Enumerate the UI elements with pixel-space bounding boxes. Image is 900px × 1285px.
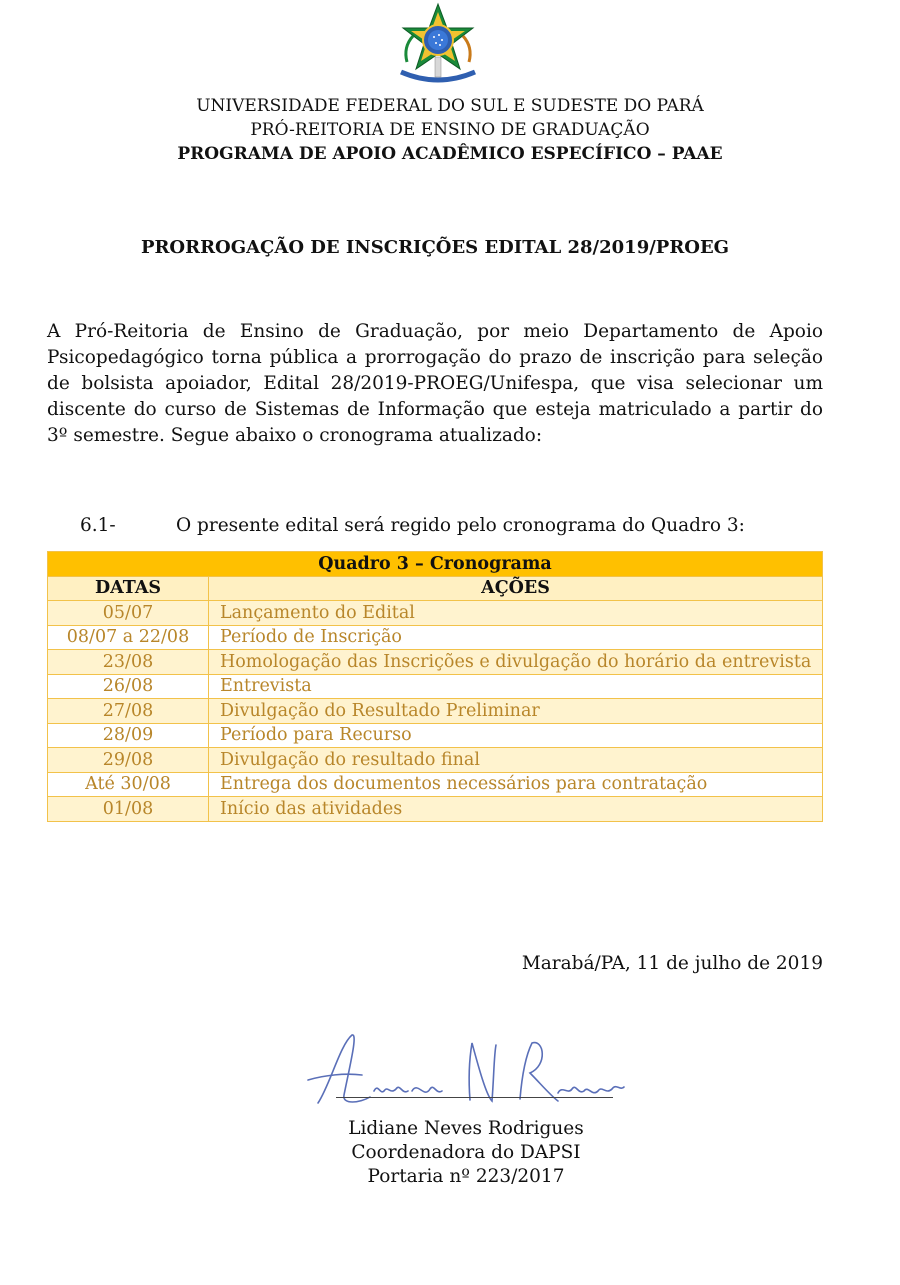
table-caption-row [48,552,823,577]
row-action: Entrega dos documentos necessários para contratação [209,772,823,797]
brazil-coat-of-arms-icon [393,2,483,88]
table-row [48,625,823,650]
table-row [48,748,823,773]
document-title: PRORROGAÇÃO DE INSCRIÇÕES EDITAL 28/2019/PROEG [140,237,730,258]
schedule-table [47,551,823,822]
row-date: 26/08 [48,674,209,699]
row-date: 08/07 a 22/08 [48,625,209,650]
signature-line [336,1097,613,1098]
table-header-row [48,576,823,601]
row-action: Entrevista [209,674,823,699]
signer-block [313,1117,619,1189]
column-header-actions: AÇÕES [209,576,823,601]
row-action: Período para Recurso [209,723,823,748]
table-row [48,601,823,626]
row-date: 01/08 [48,797,209,822]
row-action: Período de Inscrição [209,625,823,650]
document-header [0,94,900,166]
row-date: 29/08 [48,748,209,773]
table-row [48,699,823,724]
intro-paragraph: A Pró-Reitoria de Ensino de Graduação, por meio Departamento de Apoio Psicopedagógico torna pública a prorrogação do prazo de inscrição para seleção de bolsista apoiador, Edital 28/2019-PROEG/Unifespa, que visa selecionar um discente do curso de Sistemas de Informação que esteja matriculado a partir do 3º semestre. Segue abaixo o cronograma atualizado: [47,321,823,446]
row-date: 23/08 [48,650,209,675]
column-header-dates: DATAS [48,576,209,601]
table-row [48,650,823,675]
row-action: Homologação das Inscrições e divulgação do horário da entrevista [209,650,823,675]
row-action: Divulgação do resultado final [209,748,823,773]
row-action: Início das atividades [209,797,823,822]
signer-role: Coordenadora do DAPSI [351,1142,581,1163]
row-action: Lançamento do Edital [209,601,823,626]
row-action: Divulgação do Resultado Preliminar [209,699,823,724]
row-date: 28/09 [48,723,209,748]
place-and-date: Marabá/PA, 11 de julho de 2019 [521,953,823,974]
table-caption: Quadro 3 – Cronograma [48,552,823,577]
item-text: O presente edital será regido pelo cronograma do Quadro 3: [176,515,745,536]
office-name: PRÓ-REITORIA DE ENSINO DE GRADUAÇÃO [250,120,650,140]
row-date: 27/08 [48,699,209,724]
signer-name: Lidiane Neves Rodrigues [348,1118,584,1139]
table-row [48,797,823,822]
signer-ordinance: Portaria nº 223/2017 [367,1166,565,1187]
program-name: PROGRAMA DE APOIO ACADÊMICO ESPECÍFICO – PAAE [177,144,723,164]
row-date: 05/07 [48,601,209,626]
table-row [48,674,823,699]
row-date: Até 30/08 [48,772,209,797]
university-name: UNIVERSIDADE FEDERAL DO SUL E SUDESTE DO PARÁ [196,96,704,116]
table-row [48,772,823,797]
item-number: 6.1- [80,515,116,536]
handwritten-signature [300,1025,630,1115]
table-row [48,723,823,748]
